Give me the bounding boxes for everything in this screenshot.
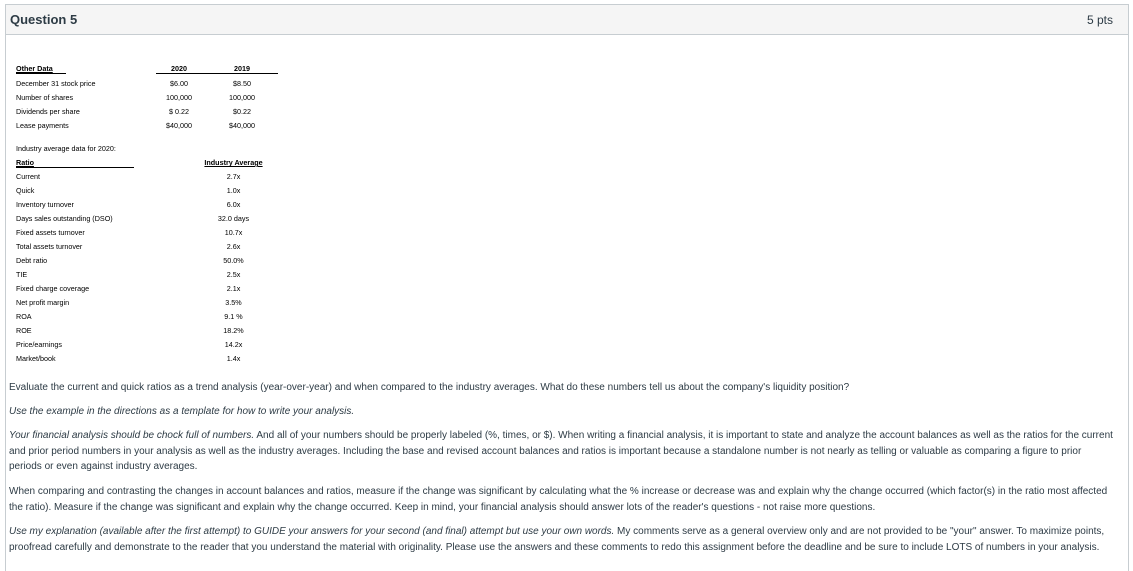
row-label: December 31 stock price <box>16 79 96 88</box>
ratio-value: 1.0x <box>226 186 241 195</box>
row-value-2020: 100,000 <box>166 93 192 102</box>
ratio-label: Current <box>16 172 40 181</box>
col-2020-heading: 2020 <box>171 64 187 73</box>
prompt-template-note: Use the example in the directions as a template for how to write your analysis. <box>9 406 355 417</box>
row-label: Dividends per share <box>16 107 80 116</box>
ratio-label: Total assets turnover <box>16 242 83 251</box>
ratio-underline <box>16 167 134 168</box>
ratio-label: Fixed assets turnover <box>16 228 85 237</box>
ratio-value: 2.5x <box>226 270 241 279</box>
guidance-text: And all of your numbers should be properly labeled (%, times, or $). When writing a financial analysis, it is important to state and analyze the account balances as well as the ratios for the current and prior period numbers in your analysis as well as the industry averages. Including the base and revised account balances and ratios is important because a standalone number is not nearly as telling or valuable as comparing a figure to prior periods or even against industry averages. <box>9 430 1113 472</box>
prompt-question: Evaluate the current and quick ratios as a trend analysis (year-over-year) and when compared to the industry averages. What do these numbers tell us about the company's liquidity position? <box>9 382 850 393</box>
ratio-label: Debt ratio <box>16 256 48 265</box>
other-data-underline <box>16 73 66 74</box>
ratio-value: 2.6x <box>226 242 241 251</box>
guidance-emphasis: Your financial analysis should be chock full of numbers. <box>9 430 255 441</box>
row-label: Number of shares <box>16 93 74 102</box>
ratio-heading: Ratio <box>16 158 34 167</box>
question-header <box>6 5 1128 35</box>
row-label: Lease payments <box>16 121 69 130</box>
col-2019-heading: 2019 <box>234 64 250 73</box>
prompt-analysis-guidance <box>9 428 1114 475</box>
row-value-2019: $0.22 <box>233 107 251 116</box>
ratio-label: ROA <box>16 312 32 321</box>
ratio-label: TIE <box>16 270 28 279</box>
ratio-value: 2.1x <box>226 284 241 293</box>
explanation-text: My comments serve as a general overview only and are not provided to be "your" answer. To maximize points, proofread carefully and demonstrate to the reader that you understand the material with originality. Please use the answers and these comments to redo this assignment before the deadline and be sure to include LOTS of numbers in your analysis. <box>9 526 1105 553</box>
question-points: 5 pts <box>1086 13 1113 27</box>
prompt-explanation-note <box>9 524 1114 555</box>
row-value-2019: $40,000 <box>229 121 255 130</box>
explanation-emphasis: Use my explanation (available after the first attempt) to GUIDE your answers for your second (and final) attempt but use your own words. <box>9 526 615 537</box>
ratio-value: 10.7x <box>224 228 243 237</box>
question-title: Question 5 <box>10 12 78 27</box>
ratio-label: Quick <box>16 186 35 195</box>
ratio-value: 2.7x <box>226 172 241 181</box>
row-value-2019: $8.50 <box>233 79 251 88</box>
row-value-2020: $ 0.22 <box>169 107 189 116</box>
ratio-label: Inventory turnover <box>16 200 74 209</box>
ratio-value: 9.1 % <box>224 312 243 321</box>
prompt-comparison-guidance: When comparing and contrasting the changes in account balances and ratios, measure if the change was significant by calculating what the % increase or decrease was and explain why the change occurred (which factor(s) in the ratio most affected the ratio). Measure if the change was significant and explain why the change occurred. Keep in mind, your financial analysis should answer lots of the reader's questions - not raise more questions. <box>9 486 1108 513</box>
ratio-value: 14.2x <box>224 340 243 349</box>
ratio-label: Fixed charge coverage <box>16 284 90 293</box>
ratio-value: 3.5% <box>225 298 242 307</box>
ratio-label: Market/book <box>16 354 56 363</box>
other-data-heading: Other Data <box>16 64 53 73</box>
ratio-value: 32.0 days <box>217 214 250 223</box>
industry-average-heading: Industry Average <box>204 158 263 167</box>
ratio-label: Net profit margin <box>16 298 70 307</box>
ratio-label: Price/earnings <box>16 340 62 349</box>
ratio-value: 50.0% <box>223 256 244 265</box>
year-header-underline <box>156 73 278 74</box>
ratio-value: 18.2% <box>223 326 244 335</box>
ratio-label: ROE <box>16 326 32 335</box>
industry-caption: Industry average data for 2020: <box>16 144 116 153</box>
row-value-2020: $40,000 <box>166 121 192 130</box>
ratio-label: Days sales outstanding (DSO) <box>16 214 113 223</box>
ratio-value: 1.4x <box>226 354 241 363</box>
row-value-2020: $6.00 <box>170 79 188 88</box>
row-value-2019: 100,000 <box>229 93 255 102</box>
ratio-value: 6.0x <box>226 200 241 209</box>
